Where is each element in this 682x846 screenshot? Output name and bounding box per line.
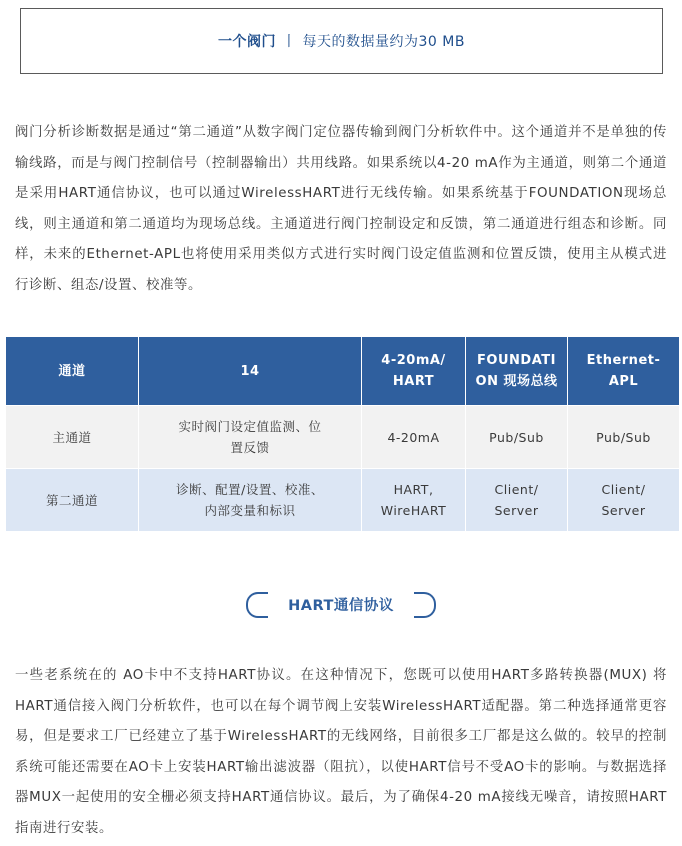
cell-channel: 主通道 [52,429,92,445]
table-header-cell [466,337,568,406]
intro-paragraph: 阀门分析诊断数据是通过“第二通道”从数字阀门定位器传输到阀门分析软件中。这个通道并不是单独的传输线路，而是与阀门控制信号（控制器输出）共用线路。如果系统以4-20 mA作为主通道，则第二个通道是采用HART通信协议，也可以通过WirelessHART进行无线传输。如果系统基于FOUNDATION现场总线，则主通道和第二通道均为现场总线。主通道进行阀门控制设定和反馈，第二通道进行组态和诊断。同样，未来的Ethernet-APL也将使用采用类似方式进行实时阀门设定值监测和位置反馈，使用主从模式进行诊断、组态/设置、校准等。 [15,125,667,293]
table-cell [362,406,466,469]
table-cell [362,469,466,532]
header-channel: 通道 [58,363,86,379]
table-header-cell [568,337,680,406]
table-cell [6,469,139,532]
header-4-20ma-hart: 4-20mA/ HART [381,353,446,389]
header-separator: 丨 [282,34,297,50]
table-header-cell [362,337,466,406]
section-label-wrap [272,589,410,620]
table-cell [139,406,362,469]
table-cell [568,406,680,469]
table-header-row [6,337,680,406]
table-cell [466,406,568,469]
table-header-cell [139,337,362,406]
bracket-left-decoration [246,592,268,618]
table-cell [6,406,139,469]
table-row [6,406,680,469]
header-foundation: FOUNDATI ON 现场总线 [475,353,558,389]
cell-ethernet: Client/ Server [601,482,646,518]
cell-hart: 4-20mA [387,429,440,445]
section-heading [246,584,436,624]
table-cell [139,469,362,532]
header-strong-text: 一个阀门 [218,34,277,50]
header-box [20,8,663,74]
cell-foundation: Pub/Sub [489,429,544,445]
header-14: 14 [240,363,260,379]
cell-foundation: Client/ Server [494,482,539,518]
hart-paragraph: 一些老系统在的 AO卡中不支持HART协议。在这种情况下，您既可以使用HART多路转换器(MUX) 将HART通信接入阀门分析软件，也可以在每个调节阀上安装WirelessHART适配器。第二种选择通常更容易，但是要求工厂已经建立了基于WirelessHART的无线网络，目前很多工厂都是这么做的。较早的控制系统可能还需要在AO卡上安装HART输出滤波器（阻抗），以使HART信号不受AO卡的影响。与数据选择器MUX一起使用的安全栅必须支持HART通信协议。最后，为了确保4-20 mA接线无噪音，请按照HART指南进行安装。 [15,668,667,836]
header-ethernet-apl: Ethernet- APL [586,353,661,389]
cell-function: 实时阀门设定值监测、位置反馈 [178,419,322,455]
cell-ethernet: Pub/Sub [596,429,651,445]
cell-hart: HART, WireHART [380,482,447,518]
cell-function: 诊断、配置/设置、校准、内部变量和标识 [176,482,324,518]
bracket-right-decoration [414,592,436,618]
channel-table [5,336,680,532]
table-row [6,469,680,532]
cell-channel: 第二通道 [45,492,98,508]
table-cell [568,469,680,532]
section-title: HART通信协议 [288,598,394,614]
table-header-cell [6,337,139,406]
header-subtitle: 每天的数据量约为30 MB [302,34,465,50]
table-cell [466,469,568,532]
